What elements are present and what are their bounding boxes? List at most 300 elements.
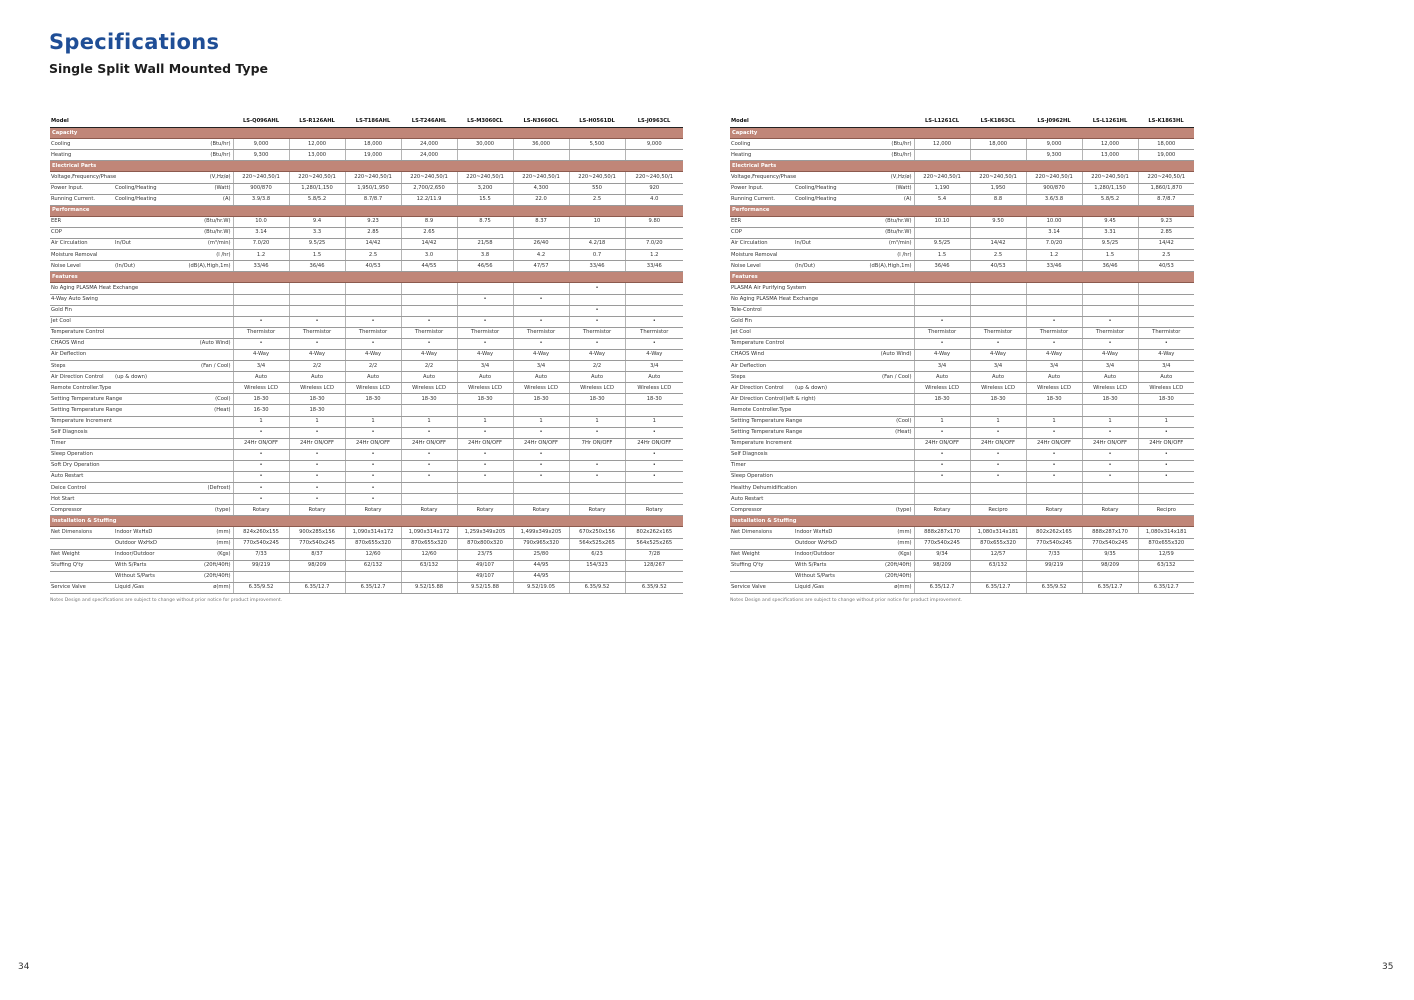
notes-text: Notes Design and specifications are subject to change without prior notice for product improvement.	[50, 598, 283, 604]
table-cell: 220~240,50/1	[1026, 172, 1082, 183]
section-title: Installation & Stuffing	[50, 516, 683, 527]
row-sublabel	[794, 416, 848, 427]
row-sublabel: Liquid /Gas	[114, 582, 168, 593]
row-sublabel	[794, 327, 848, 338]
table-cell: 1,499x349x205	[513, 527, 569, 538]
model-name: LS-L1261CL	[914, 117, 970, 128]
row-unit: (V,Hz/ø)	[848, 172, 914, 183]
table-cell: 3.14	[233, 227, 289, 238]
table-cell: 9.23	[1138, 216, 1194, 227]
table-cell	[1082, 294, 1138, 305]
row-label: Air Direction Control	[50, 372, 114, 383]
table-cell	[569, 227, 625, 238]
table-cell: Auto	[970, 372, 1026, 383]
table-cell: 7/28	[625, 549, 683, 560]
table-cell: Auto	[1026, 372, 1082, 383]
row-sublabel: Indoor WxHxD	[794, 527, 848, 538]
table-cell: 7/33	[1026, 549, 1082, 560]
row-label: Timer	[730, 460, 794, 471]
table-cell: 870x655x320	[345, 538, 401, 549]
table-cell	[625, 571, 683, 582]
table-cell: •	[457, 294, 513, 305]
row-sublabel	[114, 294, 168, 305]
table-cell: 10	[569, 216, 625, 227]
table-row	[50, 227, 683, 238]
table-cell: 9.52/19.05	[513, 582, 569, 593]
table-cell: 24Hr ON/OFF	[1026, 438, 1082, 449]
table-cell: 8.9	[401, 216, 457, 227]
table-row	[50, 338, 683, 349]
section-header-row	[730, 128, 1194, 139]
table-row	[730, 327, 1194, 338]
table-cell: 19,000	[1138, 150, 1194, 161]
table-cell	[1082, 494, 1138, 505]
table-cell	[1138, 294, 1194, 305]
table-cell: Thermistor	[625, 327, 683, 338]
table-cell: 1,950/1,950	[345, 183, 401, 194]
table-cell: Thermistor	[345, 327, 401, 338]
row-sublabel	[114, 349, 168, 360]
row-unit	[168, 460, 233, 471]
table-cell	[625, 294, 683, 305]
table-cell	[457, 227, 513, 238]
row-sublabel: Without S/Parts	[794, 571, 848, 582]
row-label: PLASMA Air Purifying System	[730, 283, 794, 294]
row-sublabel	[114, 383, 168, 394]
table-cell	[457, 150, 513, 161]
table-cell	[914, 283, 970, 294]
table-cell: 770x540x245	[914, 538, 970, 549]
row-label: Air Direction Control(left & right)	[730, 394, 794, 405]
section-title: Installation & Stuffing	[730, 516, 1194, 527]
table-cell: 1,259x349x205	[457, 527, 513, 538]
table-cell	[289, 283, 345, 294]
table-cell: •	[569, 283, 625, 294]
table-cell: •	[1138, 338, 1194, 349]
table-cell: Thermistor	[1026, 327, 1082, 338]
table-cell: •	[401, 472, 457, 483]
table-cell: Rotary	[345, 505, 401, 516]
section-header-row	[50, 161, 683, 172]
table-cell: 888x287x170	[914, 527, 970, 538]
row-sublabel	[794, 361, 848, 372]
table-cell: 802x262x165	[1026, 527, 1082, 538]
table-cell: Thermistor	[457, 327, 513, 338]
row-unit	[848, 294, 914, 305]
table-cell: 9,000	[625, 139, 683, 150]
row-label: Service Valve	[730, 582, 794, 593]
table-cell	[345, 571, 401, 582]
table-cell	[569, 483, 625, 494]
table-cell: Auto	[914, 372, 970, 383]
table-cell: 24Hr ON/OFF	[1082, 438, 1138, 449]
row-label: Heating	[730, 150, 794, 161]
table-cell: •	[1082, 427, 1138, 438]
table-cell: •	[569, 316, 625, 327]
row-label: Cooling	[730, 139, 794, 150]
row-sublabel: Liquid /Gas	[794, 582, 848, 593]
row-label: Jet Cool	[50, 316, 114, 327]
row-sublabel: (up & down)	[114, 372, 168, 383]
table-cell: 98/209	[289, 560, 345, 571]
table-cell: 14/42	[401, 239, 457, 250]
table-cell: 7Hr ON/OFF	[569, 438, 625, 449]
table-cell: Thermistor	[1138, 327, 1194, 338]
table-row	[50, 494, 683, 505]
table-cell: 154/323	[569, 560, 625, 571]
table-row	[730, 571, 1194, 582]
table-row	[50, 349, 683, 360]
table-cell: Thermistor	[569, 327, 625, 338]
table-cell	[513, 305, 569, 316]
table-row	[730, 472, 1194, 483]
table-cell: 4-Way	[289, 349, 345, 360]
row-sublabel	[794, 305, 848, 316]
row-label: Setting Temperature Range	[50, 394, 114, 405]
row-unit: (m³/min)	[168, 239, 233, 250]
table-cell	[1026, 283, 1082, 294]
table-cell: 36,000	[513, 139, 569, 150]
page-number-right: 35	[1382, 962, 1394, 972]
row-label: Air Circulation	[730, 239, 794, 250]
row-unit: (V,Hz/ø)	[168, 172, 233, 183]
table-cell: •	[289, 316, 345, 327]
row-sublabel	[114, 338, 168, 349]
table-cell: 23/75	[457, 549, 513, 560]
table-cell: 8.37	[513, 216, 569, 227]
table-cell: •	[289, 427, 345, 438]
table-cell: 47/57	[513, 261, 569, 272]
row-unit: (Kgs)	[848, 549, 914, 560]
table-cell	[970, 305, 1026, 316]
table-cell: 24Hr ON/OFF	[401, 438, 457, 449]
table-row	[50, 194, 683, 205]
table-cell: 1,280/1,150	[289, 183, 345, 194]
row-unit: (Btu/hr.W)	[848, 216, 914, 227]
row-label: Stuffing Q'ty	[50, 560, 114, 571]
table-cell: 4.0	[625, 194, 683, 205]
row-unit: (mm)	[168, 538, 233, 549]
page-number-left: 34	[18, 962, 30, 972]
table-cell: Auto	[625, 372, 683, 383]
table-cell: 920	[625, 183, 683, 194]
table-cell	[401, 283, 457, 294]
table-cell: 30,000	[457, 139, 513, 150]
table-cell	[625, 227, 683, 238]
table-row	[50, 438, 683, 449]
table-cell: 9.45	[1082, 216, 1138, 227]
row-unit: (Btu/hr.W)	[848, 227, 914, 238]
table-cell: 15.5	[457, 194, 513, 205]
row-label: Running Current.	[730, 194, 794, 205]
table-cell: 49/107	[457, 560, 513, 571]
table-cell: 2.5	[569, 194, 625, 205]
table-cell: •	[914, 316, 970, 327]
row-sublabel	[114, 150, 168, 161]
table-cell: Wireless LCD	[1138, 383, 1194, 394]
row-sublabel: With S/Parts	[114, 560, 168, 571]
row-sublabel	[794, 472, 848, 483]
table-cell	[457, 305, 513, 316]
table-cell: 6.35/12.7	[345, 582, 401, 593]
row-label: CHAOS Wind	[730, 349, 794, 360]
table-cell	[513, 405, 569, 416]
row-label: Compressor	[50, 505, 114, 516]
row-sublabel	[114, 483, 168, 494]
table-cell: 1.2	[233, 250, 289, 261]
table-cell: •	[233, 494, 289, 505]
row-label: COP	[730, 227, 794, 238]
table-cell	[914, 294, 970, 305]
table-cell	[1082, 305, 1138, 316]
table-cell	[1138, 405, 1194, 416]
table-cell	[233, 571, 289, 582]
table-cell	[970, 571, 1026, 582]
table-cell: 63/132	[970, 560, 1026, 571]
model-name: LS-L1261HL	[1082, 117, 1138, 128]
table-row	[50, 449, 683, 460]
table-cell: •	[970, 460, 1026, 471]
model-name: LS-H0561DL	[569, 117, 625, 128]
table-cell: 99/219	[1026, 560, 1082, 571]
table-row	[50, 316, 683, 327]
table-row	[730, 527, 1194, 538]
table-cell: •	[457, 316, 513, 327]
table-cell: 7.0/20	[625, 239, 683, 250]
table-row	[50, 283, 683, 294]
table-row	[50, 139, 683, 150]
row-unit: (Defrost)	[168, 483, 233, 494]
row-label: No Aging PLASMA Heat Exchange	[50, 283, 114, 294]
table-cell: 870x800x320	[457, 538, 513, 549]
table-cell: 24Hr ON/OFF	[914, 438, 970, 449]
table-row	[50, 472, 683, 483]
table-cell: 3/4	[457, 361, 513, 372]
table-row	[50, 405, 683, 416]
table-cell: 5.8/5.2	[289, 194, 345, 205]
table-cell: Auto	[569, 372, 625, 383]
row-label: Self Diagnosis	[730, 449, 794, 460]
table-cell: 3/4	[970, 361, 1026, 372]
table-cell	[1138, 305, 1194, 316]
table-cell: •	[401, 427, 457, 438]
table-row	[730, 139, 1194, 150]
table-cell: •	[914, 338, 970, 349]
section-title: Capacity	[730, 128, 1194, 139]
table-cell: 16-30	[233, 405, 289, 416]
row-sublabel: In/Out	[114, 239, 168, 250]
model-name: LS-J0962HL	[1026, 117, 1082, 128]
table-cell: Wireless LCD	[1082, 383, 1138, 394]
table-cell: 33/46	[1026, 261, 1082, 272]
table-cell: 220~240,50/1	[569, 172, 625, 183]
row-label	[50, 538, 114, 549]
table-cell	[401, 483, 457, 494]
row-label: Setting Temperature Range	[50, 405, 114, 416]
table-cell: 24Hr ON/OFF	[1138, 438, 1194, 449]
row-sublabel	[794, 349, 848, 360]
table-row	[730, 194, 1194, 205]
row-sublabel	[114, 449, 168, 460]
table-cell: 12/60	[345, 549, 401, 560]
row-sublabel: (In/Out)	[794, 261, 848, 272]
table-cell	[457, 405, 513, 416]
table-cell: 24Hr ON/OFF	[457, 438, 513, 449]
table-row	[730, 227, 1194, 238]
table-cell	[914, 571, 970, 582]
row-unit: (Heat)	[848, 427, 914, 438]
row-label: Moisture Removal	[730, 250, 794, 261]
table-cell: •	[457, 449, 513, 460]
table-cell: 1,280/1,150	[1082, 183, 1138, 194]
table-cell: Auto	[401, 372, 457, 383]
table-cell	[1138, 316, 1194, 327]
table-cell: •	[569, 472, 625, 483]
table-cell: 770x540x245	[289, 538, 345, 549]
row-label: Steps	[730, 372, 794, 383]
row-unit	[848, 483, 914, 494]
table-row	[730, 338, 1194, 349]
table-cell: Rotary	[569, 505, 625, 516]
table-cell: 900x285x156	[289, 527, 345, 538]
table-cell: 2.85	[1138, 227, 1194, 238]
row-unit: (Watt)	[848, 183, 914, 194]
row-unit	[168, 494, 233, 505]
table-cell: 220~240,50/1	[233, 172, 289, 183]
table-row	[730, 549, 1194, 560]
table-cell: 4-Way	[233, 349, 289, 360]
table-cell: 24Hr ON/OFF	[233, 438, 289, 449]
row-label: Deice Control	[50, 483, 114, 494]
table-cell	[1138, 283, 1194, 294]
table-cell: 790x965x320	[513, 538, 569, 549]
table-cell: 18-30	[569, 394, 625, 405]
row-unit: ø(mm)	[168, 582, 233, 593]
table-cell: 2.5	[970, 250, 1026, 261]
table-cell: •	[970, 472, 1026, 483]
row-label: 4-Way Auto Swing	[50, 294, 114, 305]
row-sublabel	[794, 494, 848, 505]
table-cell: 3.6/3.8	[1026, 194, 1082, 205]
row-sublabel	[114, 394, 168, 405]
row-label: Remote Controller.Type	[730, 405, 794, 416]
table-cell: •	[625, 472, 683, 483]
table-row	[50, 571, 683, 582]
row-label: Air Direction Control	[730, 383, 794, 394]
table-cell: •	[1138, 460, 1194, 471]
table-cell: •	[914, 449, 970, 460]
section-header-row	[50, 128, 683, 139]
row-sublabel	[114, 427, 168, 438]
row-sublabel: With S/Parts	[794, 560, 848, 571]
table-cell: 1	[513, 416, 569, 427]
table-cell: 12/60	[401, 549, 457, 560]
table-cell: 2.5	[1138, 250, 1194, 261]
table-cell: 4-Way	[970, 349, 1026, 360]
table-row	[50, 261, 683, 272]
table-cell: 18-30	[1026, 394, 1082, 405]
row-label	[730, 571, 794, 582]
table-cell: •	[625, 316, 683, 327]
table-cell: •	[1026, 472, 1082, 483]
table-cell: •	[289, 460, 345, 471]
table-cell	[401, 494, 457, 505]
table-row	[730, 394, 1194, 405]
table-cell: 9.50	[970, 216, 1026, 227]
row-sublabel	[114, 460, 168, 471]
table-cell: •	[1082, 449, 1138, 460]
table-cell: •	[401, 316, 457, 327]
table-row	[730, 483, 1194, 494]
table-row	[730, 305, 1194, 316]
table-cell: Recipro	[970, 505, 1026, 516]
row-unit: (type)	[168, 505, 233, 516]
row-label: Auto Restart	[50, 472, 114, 483]
row-sublabel	[114, 316, 168, 327]
table-cell: 4-Way	[401, 349, 457, 360]
table-cell: 9/35	[1082, 549, 1138, 560]
table-cell: 10.00	[1026, 216, 1082, 227]
row-label: Air Circulation	[50, 239, 114, 250]
table-cell: 824x260x155	[233, 527, 289, 538]
table-cell: •	[1026, 427, 1082, 438]
row-unit	[168, 294, 233, 305]
table-cell: Thermistor	[289, 327, 345, 338]
table-cell	[1082, 483, 1138, 494]
row-label: Service Valve	[50, 582, 114, 593]
table-cell: 9,000	[233, 139, 289, 150]
table-cell	[1138, 494, 1194, 505]
table-row	[730, 416, 1194, 427]
table-cell: Wireless LCD	[401, 383, 457, 394]
row-label: Remote Controller.Type	[50, 383, 114, 394]
table-cell	[1138, 571, 1194, 582]
table-cell: 21/58	[457, 239, 513, 250]
table-row	[50, 505, 683, 516]
table-cell: 220~240,50/1	[625, 172, 683, 183]
row-label: Air Deflection	[50, 349, 114, 360]
table-cell	[1082, 283, 1138, 294]
table-cell: 6.35/9.52	[1026, 582, 1082, 593]
table-cell: •	[914, 472, 970, 483]
table-cell: 14/42	[345, 239, 401, 250]
table-cell: Rotary	[1026, 505, 1082, 516]
table-row	[730, 538, 1194, 549]
table-cell: 25/80	[513, 549, 569, 560]
table-cell: 18-30	[401, 394, 457, 405]
table-row	[50, 172, 683, 183]
row-unit	[848, 438, 914, 449]
table-cell	[513, 283, 569, 294]
spec-table-body	[50, 128, 683, 594]
table-cell: •	[970, 449, 1026, 460]
table-cell: •	[513, 316, 569, 327]
table-cell: 24Hr ON/OFF	[970, 438, 1026, 449]
table-cell: •	[233, 316, 289, 327]
table-cell: 1	[569, 416, 625, 427]
table-row	[50, 538, 683, 549]
table-cell: 9/34	[914, 549, 970, 560]
row-sublabel	[794, 460, 848, 471]
table-row	[730, 494, 1194, 505]
table-row	[50, 361, 683, 372]
table-row	[50, 560, 683, 571]
row-label: CHAOS Wind	[50, 338, 114, 349]
table-cell: 1	[1138, 416, 1194, 427]
table-cell: 1	[625, 416, 683, 427]
table-cell: 770x540x245	[233, 538, 289, 549]
row-unit: (Fan / Cool)	[848, 372, 914, 383]
